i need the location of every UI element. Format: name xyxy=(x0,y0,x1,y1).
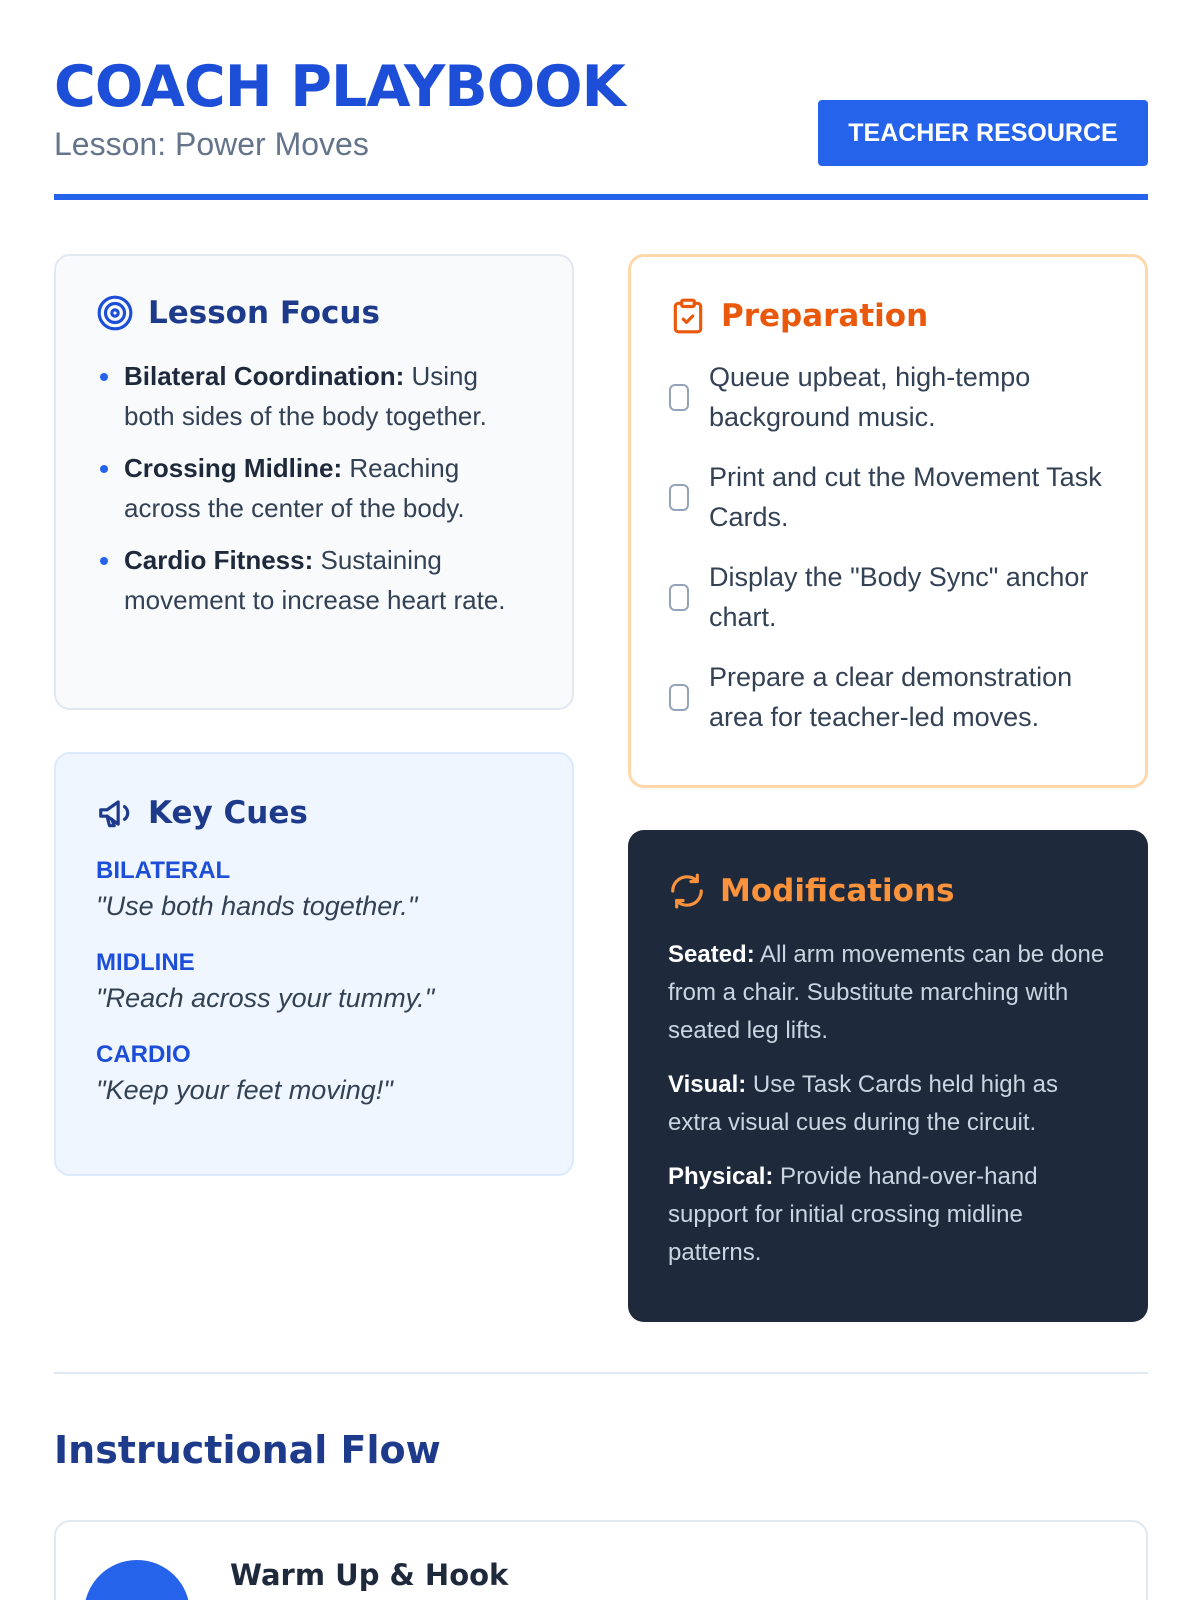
flow-step-card xyxy=(54,1520,1148,1600)
checklist-item[interactable] xyxy=(669,657,1107,737)
lesson-focus-heading xyxy=(96,294,530,332)
modification-term: Physical: xyxy=(668,1163,774,1190)
list-item xyxy=(96,448,530,528)
step-title: Warm Up & Hook xyxy=(230,1558,509,1592)
modification-text: Provide hand-over-hand support for initial crossing midline patterns. xyxy=(668,1163,1038,1266)
cue-item xyxy=(96,1040,532,1110)
modifications-card xyxy=(628,830,1148,1322)
modification-item xyxy=(668,936,1108,1050)
focus-term: Crossing Midline: xyxy=(124,453,343,483)
cue-quote: "Reach across your tummy." xyxy=(96,983,435,1013)
modification-item xyxy=(668,1066,1108,1142)
checklist-item[interactable] xyxy=(669,557,1107,637)
lesson-subtitle: Lesson: Power Moves xyxy=(54,126,369,162)
list-item xyxy=(96,540,530,620)
cue-quote: "Use both hands together." xyxy=(96,891,418,921)
preparation-title: Preparation xyxy=(721,298,929,334)
lesson-focus-list xyxy=(96,356,530,620)
step-number-circle xyxy=(84,1560,190,1600)
lesson-focus-title: Lesson Focus xyxy=(148,295,380,331)
modifications-title: Modifications xyxy=(720,873,955,909)
cue-item xyxy=(96,856,532,926)
section-divider xyxy=(54,1372,1148,1374)
focus-text: Reaching across the center of the body. xyxy=(124,453,465,523)
modification-item xyxy=(668,1158,1108,1272)
megaphone-icon xyxy=(96,794,134,832)
checklist-item[interactable] xyxy=(669,357,1107,437)
checklist-text: Prepare a clear demonstration area for teacher-led moves. xyxy=(709,662,1073,732)
list-item xyxy=(96,356,530,436)
key-cues-title: Key Cues xyxy=(148,795,308,831)
focus-text: Sustaining movement to increase heart rate. xyxy=(124,545,506,615)
refresh-icon xyxy=(668,872,706,910)
lesson-focus-card xyxy=(54,254,574,710)
key-cues-card xyxy=(54,752,574,1176)
checklist-text: Print and cut the Movement Task Cards. xyxy=(709,462,1102,532)
page-title: COACH PLAYBOOK xyxy=(54,54,625,120)
modification-text: Use Task Cards held high as extra visual cues during the circuit. xyxy=(668,1071,1058,1136)
modifications-heading xyxy=(668,872,1108,910)
cue-label: CARDIO xyxy=(96,1041,191,1068)
teacher-resource-badge: TEACHER RESOURCE xyxy=(818,100,1148,166)
page-header xyxy=(54,54,1148,200)
checklist-item[interactable] xyxy=(669,457,1107,537)
modification-term: Seated: xyxy=(668,941,755,968)
checkbox[interactable] xyxy=(669,684,689,711)
preparation-heading xyxy=(669,297,1107,335)
checklist-text: Queue upbeat, high-tempo background music. xyxy=(709,362,1031,432)
checkbox[interactable] xyxy=(669,384,689,411)
focus-term: Cardio Fitness: xyxy=(124,545,314,575)
header-divider xyxy=(54,194,1148,200)
key-cues-heading xyxy=(96,794,532,832)
cue-quote: "Keep your feet moving!" xyxy=(96,1075,393,1105)
preparation-card xyxy=(628,254,1148,788)
checklist-text: Display the "Body Sync" anchor chart. xyxy=(709,562,1089,632)
cue-label: BILATERAL xyxy=(96,857,231,884)
cue-label: MIDLINE xyxy=(96,949,195,976)
target-icon xyxy=(96,294,134,332)
focus-term: Bilateral Coordination: xyxy=(124,361,405,391)
modification-text: All arm movements can be done from a chair. Substitute marching with seated leg lifts. xyxy=(668,941,1105,1044)
cue-item xyxy=(96,948,532,1018)
clipboard-check-icon xyxy=(669,297,707,335)
instructional-flow-title: Instructional Flow xyxy=(54,1428,441,1472)
checkbox[interactable] xyxy=(669,484,689,511)
focus-text: Using both sides of the body together. xyxy=(124,361,487,431)
checkbox[interactable] xyxy=(669,584,689,611)
modification-term: Visual: xyxy=(668,1071,747,1098)
